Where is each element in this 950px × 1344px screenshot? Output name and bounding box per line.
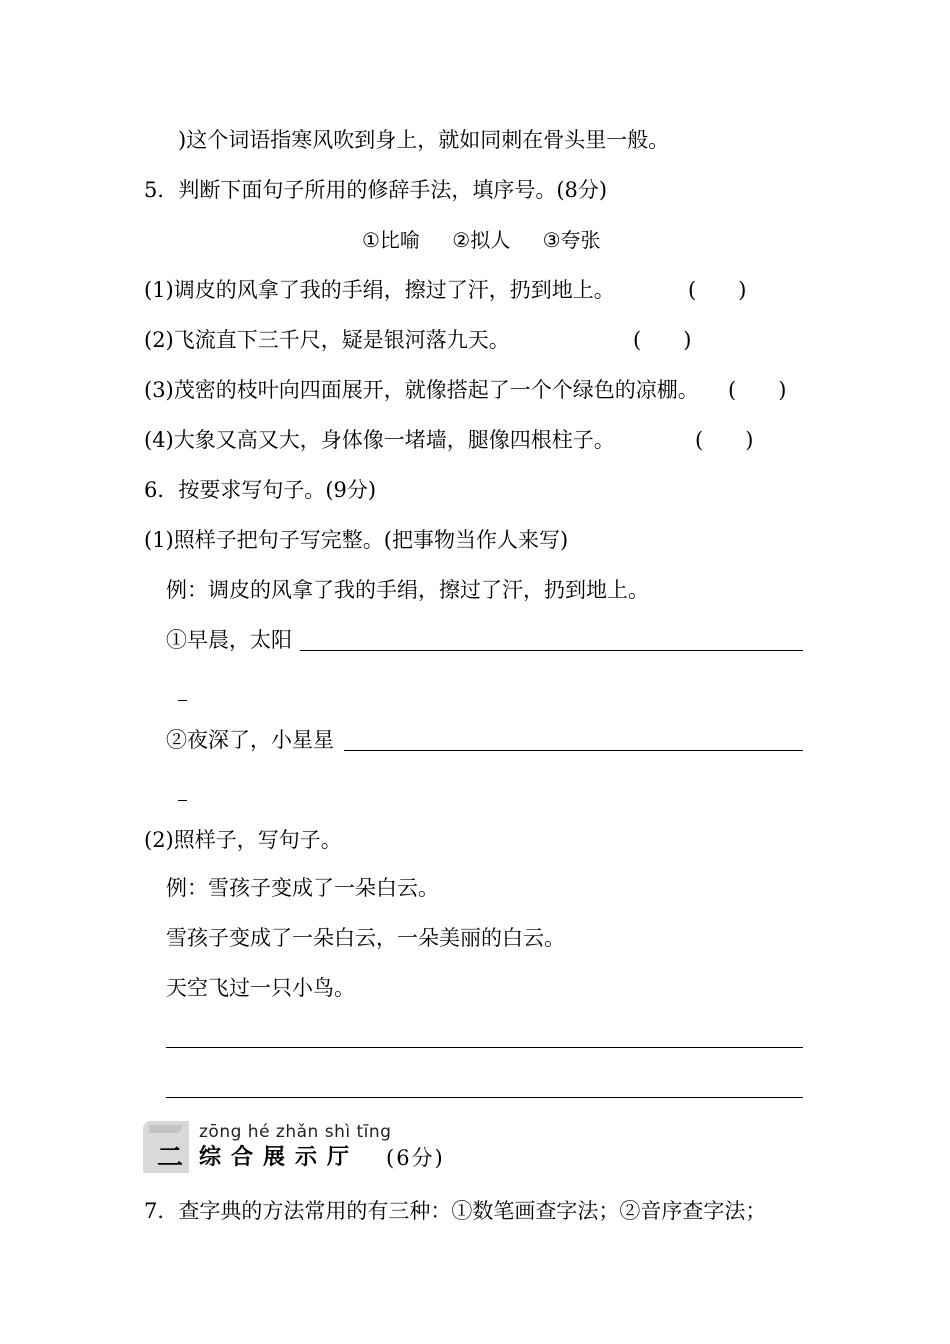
section-title: 综合展示厅 [199,1145,360,1170]
question-6-part-1: (1)照样子把句子写完整。(把事物当作人来写) [144,528,569,552]
answer-blank-5-4[interactable]: ( ) [695,428,754,452]
question-6-part-1-prompt-a: ①早晨，太阳 [166,628,292,652]
answer-line-6-1-b[interactable] [344,750,803,751]
section-score: (6分) [386,1146,445,1170]
answer-line-6-1-b-continuation [178,800,187,801]
question-6-part-1-example: 例：调皮的风拿了我的手绢，擦过了汗，扔到地上。 [166,578,649,602]
question-5-item-1: (1)调皮的风拿了我的手绢，擦过了汗，扔到地上。 [144,278,615,302]
question-6-part-2: (2)照样子，写句子。 [144,828,342,852]
question-6-part-1-prompt-b: ②夜深了，小星星 [166,728,334,752]
prev-question-tail: )这个词语指寒风吹到身上，就如同刺在骨头里一般。 [178,128,670,152]
question-6-part-2-example-2: 雪孩子变成了一朵白云，一朵美丽的白云。 [166,926,565,950]
option-personification: ②拟人 [452,228,511,252]
question-6-title: 6．按要求写句子。(9分) [144,478,377,502]
question-5-item-2: (2)飞流直下三千尺，疑是银河落九天。 [144,328,510,352]
answer-line-6-2-a[interactable] [166,1047,803,1048]
answer-blank-5-1[interactable]: ( ) [688,278,747,302]
rhetoric-options [362,227,627,253]
section-pinyin: zōng hé zhǎn shì tīng [199,1122,392,1142]
option-hyperbole: ③夸张 [542,228,601,252]
section-number: 二 [157,1143,184,1173]
answer-line-6-2-b[interactable] [166,1097,803,1098]
question-5-item-4: (4)大象又高又大，身体像一堵墙，腿像四根柱子。 [144,428,615,452]
question-5-title: 5．判断下面句子所用的修辞手法，填序号。(8分) [144,178,608,202]
answer-blank-5-2[interactable]: ( ) [633,328,692,352]
question-6-part-2-task: 天空飞过一只小鸟。 [166,976,355,1000]
question-7-title: 7．查字典的方法常用的有三种：①数笔画查字法；②音序查字法； [144,1199,767,1223]
question-6-part-2-example-1: 例：雪孩子变成了一朵白云。 [166,876,439,900]
question-5-item-3: (3)茂密的枝叶向四面展开，就像搭起了一个个绿色的凉棚。 [144,378,699,402]
answer-line-6-1-a[interactable] [300,650,803,651]
answer-line-6-1-a-continuation [178,700,187,701]
option-simile: ①比喻 [362,228,420,252]
answer-blank-5-3[interactable]: ( ) [728,378,787,402]
